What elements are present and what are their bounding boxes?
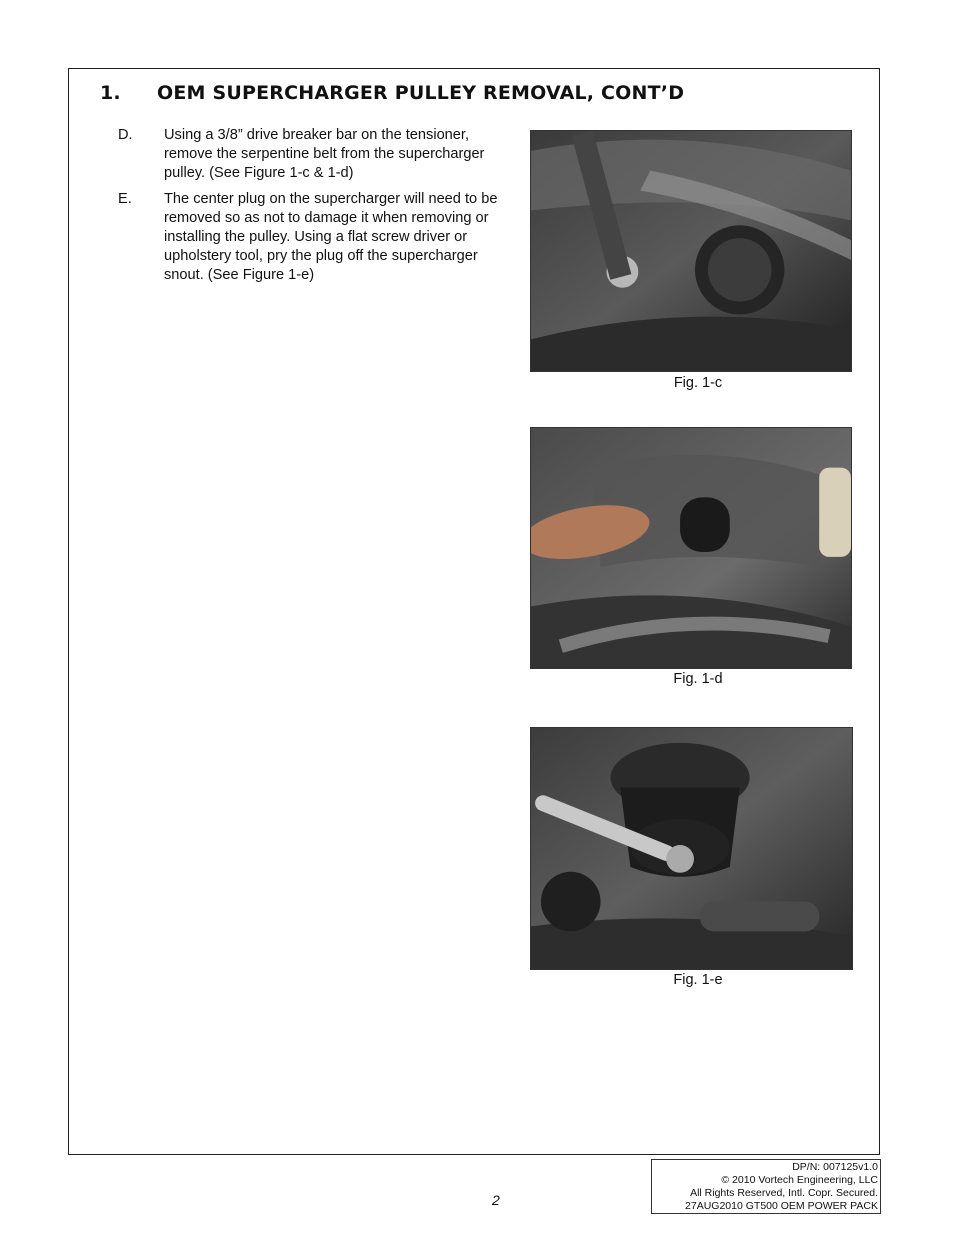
document-part-number: DP/N: 007125v1.0 — [792, 1161, 878, 1173]
figure-1e-caption: Fig. 1-e — [673, 972, 723, 988]
rights-line: All Rights Reserved, Intl. Copr. Secured. — [690, 1187, 878, 1199]
figure-1c-caption: Fig. 1-c — [673, 375, 723, 391]
step-e — [118, 190, 520, 285]
figure-1e-photo — [530, 727, 853, 970]
step-text: Using a 3/8” drive breaker bar on the tensioner, remove the serpentine belt from the supercharger pulley. (See Figure 1-c & 1-d) — [164, 127, 485, 181]
step-letter: E. — [118, 191, 132, 207]
document-info-box — [651, 1159, 881, 1214]
figure-1d-caption: Fig. 1-d — [673, 671, 723, 687]
copyright-line: © 2010 Vortech Engineering, LLC — [721, 1174, 878, 1186]
figure-1c-photo — [530, 130, 852, 372]
revision-line: 27AUG2010 GT500 OEM POWER PACK — [685, 1200, 878, 1212]
page-number: 2 — [492, 1192, 500, 1208]
section-heading — [100, 82, 684, 104]
instruction-steps — [118, 126, 520, 292]
step-d — [118, 126, 520, 183]
step-text: The center plug on the supercharger will need to be removed so as not to damage it when removing or installing the pulley. Using a flat screw driver or upholstery tool, pry the plug off the supercharger snout. (See Figure 1-e) — [164, 191, 498, 283]
figure-1d-photo — [530, 427, 852, 669]
section-number: 1. — [100, 82, 121, 104]
step-letter: D. — [118, 127, 133, 143]
section-title: OEM SUPERCHARGER PULLEY REMOVAL, CONT’D — [157, 82, 685, 104]
